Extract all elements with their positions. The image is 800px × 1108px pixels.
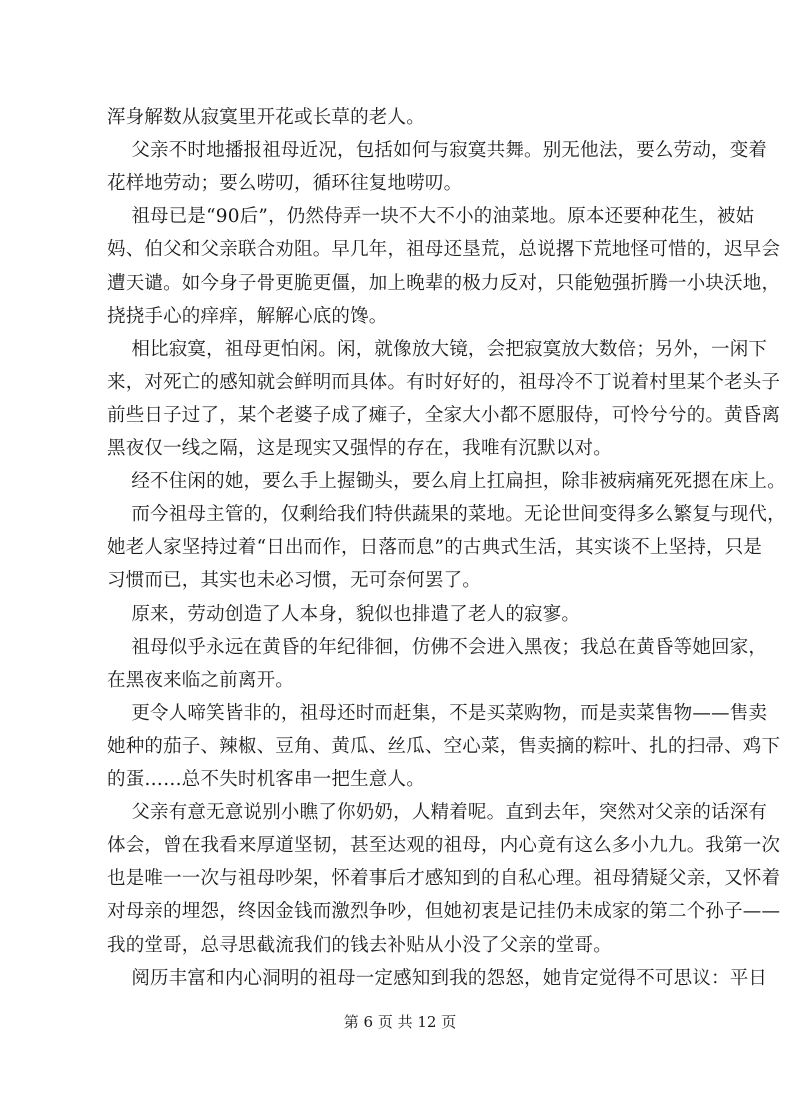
text-line: 她种的茄子、辣椒、豆角、黄瓜、丝瓜、空心菜，售卖摘的粽叶、扎的扫帚、鸡下 bbox=[107, 736, 781, 757]
text-line: 黑夜仅一线之隔，这是现实又强悍的存在，我唯有沉默以对。 bbox=[107, 438, 612, 459]
text-line: 的蛋……总不失时机客串一把生意人。 bbox=[107, 769, 425, 790]
text-line: 花样地劳动；要么唠叨，循环往复地唠叨。 bbox=[107, 173, 463, 194]
text-line: 祖母似乎永远在黄昏的年纪徘徊，仿佛不会进入黑夜；我总在黄昏等她回家， bbox=[107, 637, 768, 658]
text-line: 对母亲的埋怨，终因金钱而激烈争吵，但她初衷是记挂仍未成家的第二个孙子—— bbox=[107, 901, 781, 922]
text-line: 父亲有意无意说别小瞧了你奶奶，人精着呢。直到去年，突然对父亲的话深有 bbox=[107, 802, 768, 823]
text-line: 更令人啼笑皆非的，祖母还时而赶集，不是买菜购物，而是卖菜售物——售卖 bbox=[107, 703, 768, 724]
text-line: 祖母已是“90后”，仍然侍弄一块不大不小的油菜地。原本还要种花生，被姑 bbox=[107, 206, 755, 227]
text-line: 习惯而已，其实也未必习惯，无可奈何罢了。 bbox=[107, 570, 482, 591]
text-line: 而今祖母主管的，仅剩给我们特供蔬果的菜地。无论世间变得多么繁复与现代， bbox=[107, 504, 786, 525]
text-line: 浑身解数从寂寞里开花或长草的老人。 bbox=[107, 107, 425, 128]
page-footer: 第 6 页 共 12 页 bbox=[343, 1013, 457, 1031]
text-line: 前些日子过了，某个老婆子成了瘫子，全家大小都不愿服侍，可怜兮兮的。黄昏离 bbox=[107, 405, 781, 426]
text-line: 体会，曾在我看来厚道坚韧，甚至达观的祖母，内心竟有这么多小九九。我第一次 bbox=[107, 835, 781, 856]
text-line: 遭天谴。如今身子骨更脆更僵，加上晚辈的极力反对，只能勉强折腾一小块沃地， bbox=[107, 273, 781, 294]
text-line: 我的堂哥，总寻思截流我们的钱去补贴从小没了父亲的堂哥。 bbox=[107, 935, 612, 956]
text-line: 来，对死亡的感知就会鲜明而具体。有时好好的，祖母冷不丁说着村里某个老头子 bbox=[107, 372, 781, 393]
text-line: 也是唯一一次与祖母吵架，怀着事后才感知到的自私心理。祖母猜疑父亲，又怀着 bbox=[107, 868, 781, 889]
text-line: 在黑夜来临之前离开。 bbox=[107, 670, 295, 691]
text-line: 父亲不时地播报祖母近况，包括如何与寂寞共舞。别无他法，要么劳动，变着 bbox=[107, 140, 768, 161]
text-line: 妈、伯父和父亲联合劝阻。早几年，祖母还垦荒，总说撂下荒地怪可惜的，迟早会 bbox=[107, 239, 781, 260]
text-line: 她老人家坚持过着“日出而作，日落而息”的古典式生活，其实谈不上坚持，只是 bbox=[107, 537, 763, 558]
text-line: 相比寂寞，祖母更怕闲。闲，就像放大镜，会把寂寞放大数倍；另外，一闲下 bbox=[107, 339, 768, 360]
text-line: 原来，劳动创造了人本身，貌似也排遣了老人的寂寥。 bbox=[107, 604, 581, 625]
text-line: 经不住闲的她，要么手上握锄头，要么肩上扛扁担，除非被病痛死死摁在床上。 bbox=[107, 471, 786, 492]
text-line: 阅历丰富和内心洞明的祖母一定感知到我的怨怒，她肯定觉得不可思议：平日 bbox=[107, 968, 768, 989]
text-line: 挠挠手心的痒痒，解解心底的馋。 bbox=[107, 306, 388, 327]
